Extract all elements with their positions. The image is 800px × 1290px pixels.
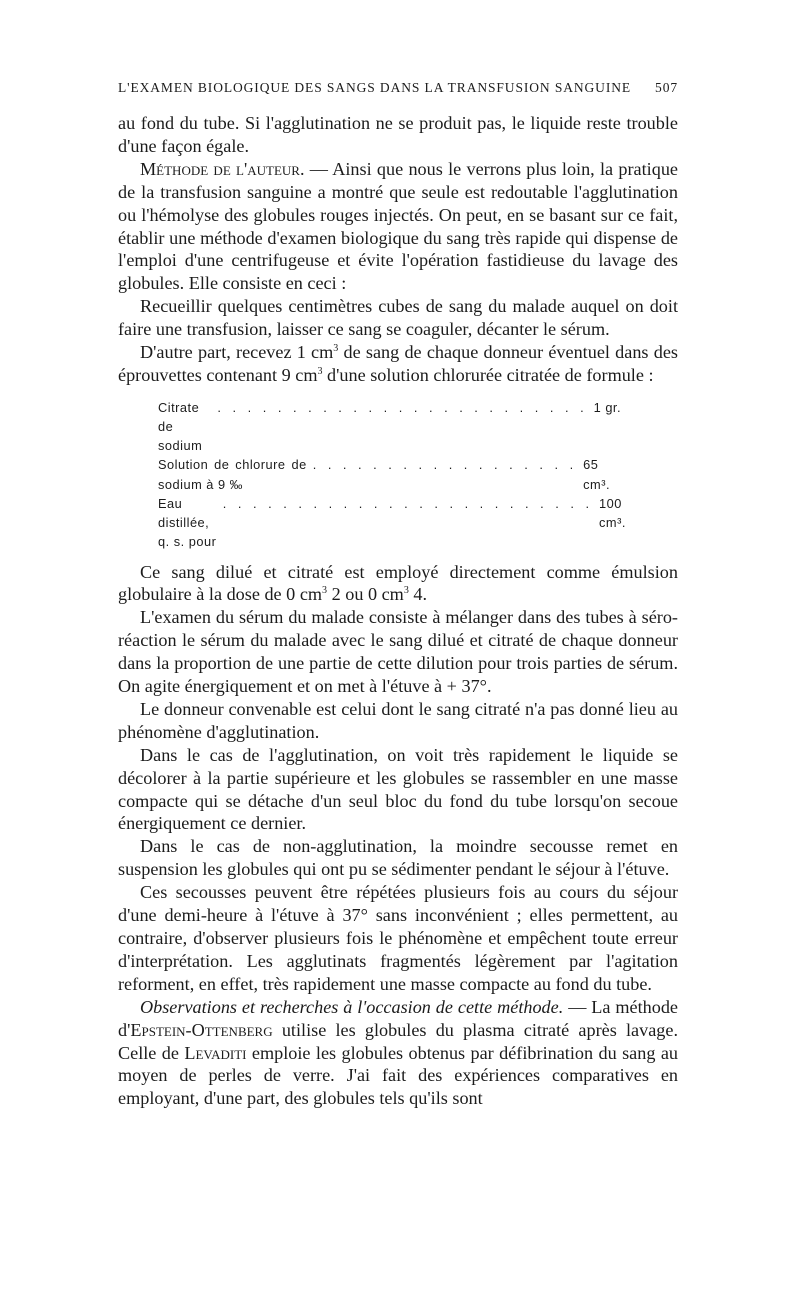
paragraph-donor-choice: Le donneur convenable est celui dont le sang citraté n'a pas donné lieu au phénomène d'agglutination. [118,698,678,742]
paragraph-text: — Ainsi que nous le verrons plus loin, la pratique de la transfusion sanguine a montré que seule est redoutable l'agglutination ou l'hémolyse des globules rouges injectés. On peut, en se basant sur ce fait, établir une méthode d'examen biologique du sang très rapide qui dispense de l'emploi d'une centrifugeuse et évite l'opération fastidieuse du lavage des globules. Elle consiste en ceci : [118,158,678,294]
paragraph-text: utilise les globules du plasma citraté après lavage. Celle de [118,1019,678,1063]
formula-row [158,455,628,493]
dot-leader: . . . . . . . . . . . . . . . . . . . . . . . . . [222,495,594,511]
formula-quantity: 1 gr. [593,399,622,415]
paragraph-continued: au fond du tube. Si l'agglutination ne se produit pas, le liquide reste trouble d'une façon égale. [118,113,678,156]
paragraph-text: — La méthode d' [118,996,679,1040]
paragraph-shaking: Ces secousses peuvent être répétées plusieurs fois au cours du séjour d'une demi-heure à l'étuve à 37° sans inconvénient ; elles permettent, au contraire, d'observer plusieurs fois le phénomène et empêchent toute erreur d'interprétation. Les agglutinats fragmentés légèrement par l'agitation reforment, en effet, très rapidement une masse compacte au fond du tube. [118,882,678,994]
paragraph-donors [118,341,678,387]
author-name: Levaditi [184,1042,247,1063]
section-heading-observations: Observations et recherches à l'occasion de cette méthode. [140,996,564,1017]
superscript: 3 [317,365,323,377]
paragraph-text: 2 ou 0 cm [327,584,404,605]
paragraph-observations [118,996,678,1111]
formula-row [158,398,628,456]
paragraph-text: d'une solution chlorurée citratée de formule : [322,364,654,385]
paragraph-text: D'autre part, recevez 1 cm [140,342,334,363]
paragraph-collect: Recueillir quelques centimètres cubes de sang du malade auquel on doit faire une transfusion, laisser ce sang se coaguler, décanter le sérum. [118,296,678,340]
paragraph-dilution [118,561,678,607]
section-heading-method: Méthode de l'auteur. [140,158,305,179]
paragraph-method [118,158,678,295]
dot-leader: . . . . . . . . . . . . . . . . . . . . . . . . . [217,399,588,415]
body-text [118,112,678,1110]
formula-quantity: 100 cm³. [599,495,626,531]
formula-row [158,494,628,552]
page-number: 507 [655,80,678,95]
formula-ingredient: Eau distillée, q. s. pour [158,495,217,550]
running-head [118,80,678,96]
paragraph-non-agglutination: Dans le cas de non-agglutination, la moindre secousse remet en suspension les globules qui ont pu se sédimenter pendant le séjour à l'étuve. [118,836,678,880]
paragraph-text: de sang de chaque donneur éventuel dans des éprouvettes contenant 9 cm [118,342,678,385]
running-head-title: L'EXAMEN BIOLOGIQUE DES SANGS DANS LA TRANSFUSION SANGUINE [118,80,632,95]
paragraph-text: emploie les globules obtenus par défibrination du sang au moyen de perles de verre. J'ai fait des expériences comparatives en employant, d'une part, des globules tels qu'ils sont [118,1042,678,1109]
superscript: 3 [322,585,328,597]
formula-quantity: 65 cm³. [583,457,611,492]
paragraph-text: 4. [408,584,428,605]
dot-leader: . . . . . . . . . . . . . . . . . . [312,457,578,473]
formula-table [158,398,628,552]
paragraph-serum-exam: L'examen du sérum du malade consiste à mélanger dans des tubes à séro-réaction le sérum du malade avec le sang dilué et citraté de chaque donneur dans la proportion de une partie de cette dilution pour trois parties de sérum. On agite énergiquement et on met à l'étuve à + 37°. [118,607,678,697]
superscript: 3 [333,343,339,354]
paragraph-agglutination: Dans le cas de l'agglutination, on voit très rapidement le liquide se décolorer à la partie supérieure et les globules se rassembler en une masse compacte qui se détache d'un seul bloc du fond du tube lorsqu'on secoue énergiquement ce dernier. [118,744,678,834]
author-name: Epstein-Ottenberg [130,1019,273,1040]
formula-ingredient: Solution de chlorure de sodium à 9 ‰ [158,457,307,492]
paragraph-text: Ce sang dilué et citraté est employé directement comme émulsion globulaire à la dose de 0 cm [118,561,678,605]
superscript: 3 [403,585,409,597]
formula-ingredient: Citrate de sodium [158,399,203,454]
